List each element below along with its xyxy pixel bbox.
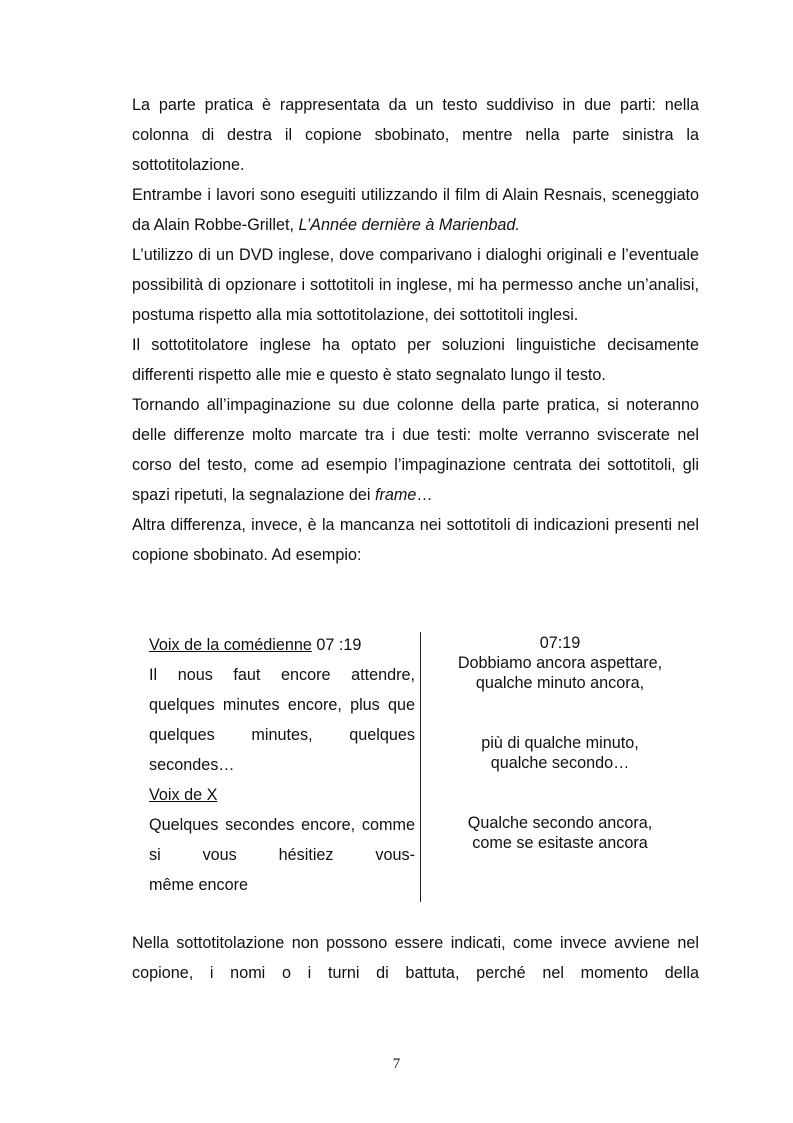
paragraph-4: Il sottotitolatore inglese ha optato per soluzioni linguistiche decisamente differenti rispetto alle mie e questo è stato segnalato lungo il testo. — [132, 336, 699, 384]
frame-term: frame — [374, 486, 417, 504]
paragraph-1: La parte pratica è rappresentata da un testo suddiviso in due parti: nella colonna di destra il copione sbobinato, mentre nella parte sinistra la sottotitolazione. — [132, 96, 699, 174]
subtitle-2-line-2: qualche secondo… — [490, 754, 630, 772]
film-title: L’Année dernière à Marienbad. — [298, 216, 520, 234]
page-number: 7 — [392, 1056, 401, 1072]
subtitle-2-line-1: più di qualche minuto, — [481, 734, 639, 752]
script-column — [149, 630, 415, 900]
paragraph-2: Entrambe i lavori sono eseguiti utilizzando il film di Alain Resnais, sceneggiato da Alain Robbe-Grillet, L’Année dernière à Marienbad. — [132, 186, 699, 234]
paragraph-7: Nella sottotitolazione non possono essere indicati, come invece avviene nel copione, i nomi o i turni di battuta, perché nel momento della — [132, 934, 699, 982]
subtitle-1-line-1: Dobbiamo ancora aspettare, — [457, 654, 663, 672]
intro-text — [132, 90, 699, 570]
paragraph-3: L’utilizzo di un DVD inglese, dove comparivano i dialoghi originali e l’eventuale possibilità di opzionare i sottotitoli in inglese, mi ha permesso anche un’analisi, postuma rispetto alla mia sottotitolazione, dei sottotitoli inglesi. — [132, 246, 699, 324]
outro-text — [132, 928, 699, 988]
subtitle-block-3 — [421, 813, 699, 853]
subtitle-3-line-1: Qualche secondo ancora, — [467, 814, 653, 832]
subtitle-block-1 — [421, 633, 699, 693]
subtitle-3-line-2: come se esitaste ancora — [472, 834, 648, 852]
script-text-1: Il nous faut encore attendre, quelques minutes encore, plus que quelques minutes, quelques secondes… — [149, 666, 415, 774]
speaker-name-1: Voix de la comédienne — [149, 636, 312, 654]
speaker-name-2: Voix de X — [149, 786, 218, 804]
paragraph-6: Altra differenza, invece, è la mancanza nei sottotitoli di indicazioni presenti nel copione sbobinato. Ad esempio: — [132, 516, 699, 564]
paragraph-5: Tornando all’impaginazione su due colonne della parte pratica, si noteranno delle differenze molto marcate tra i due testi: molte verranno sviscerate nel corso del testo, come ad esempio l’impaginazione centrata dei sottotitoli, gli spazi ripetuti, la segnalazione dei frame… — [132, 396, 699, 504]
example-comparison-table — [132, 630, 699, 902]
timecode-left: 07 :19 — [311, 636, 362, 654]
script-text-2b: même encore — [149, 876, 248, 894]
speaker-line-1 — [149, 630, 415, 660]
script-text-2a: Quelques secondes encore, comme si vous hésitiez vous- — [149, 816, 415, 864]
speaker-line-2 — [149, 780, 415, 810]
subtitle-timecode: 07:19 — [539, 634, 581, 652]
subtitle-block-2 — [421, 733, 699, 773]
subtitle-1-line-2: qualche minuto ancora, — [475, 674, 645, 692]
